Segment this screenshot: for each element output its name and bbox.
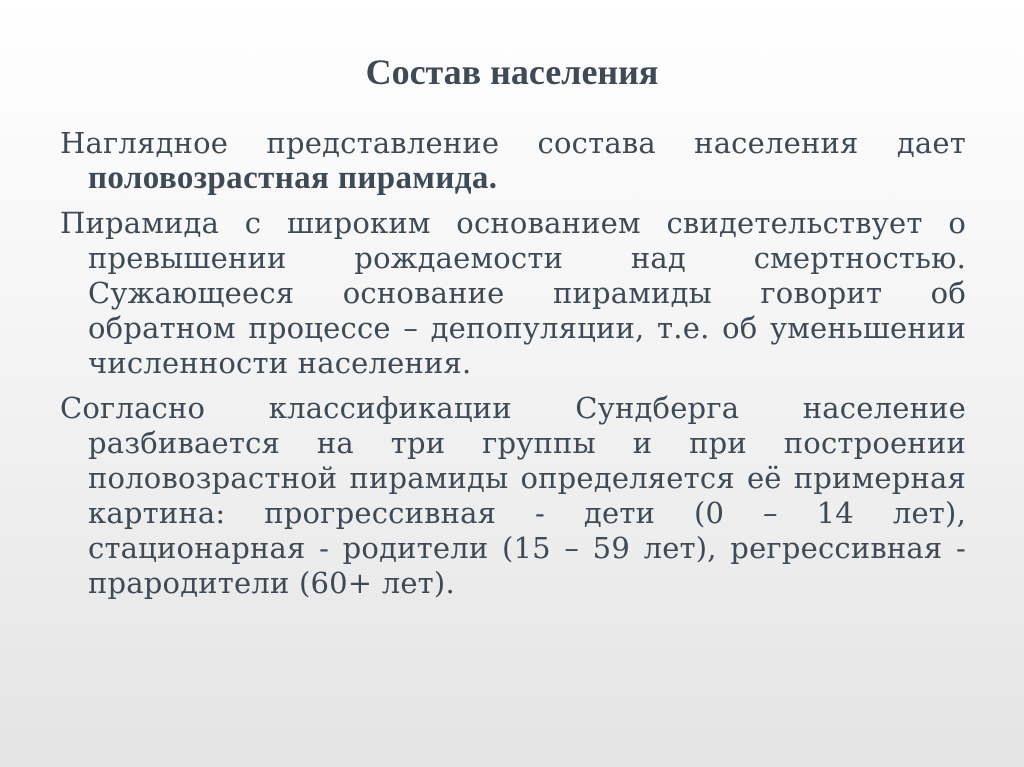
slide-title: Состав населения [365, 52, 659, 92]
paragraph-pyramid-intro-bold: половозрастная пирамида. [88, 160, 498, 196]
paragraph-pyramid-intro-text: Наглядное представление состава населения дает [60, 126, 966, 160]
slide-body [60, 126, 966, 611]
paragraph-pyramid-base: Пирамида с широким основанием свидетельствует о превышении рождаемости над смертностью. Сужающееся основание пирамиды говорит об обратном процессе – депопуляции, т.е. об уменьшении численности населения. [60, 206, 966, 380]
paragraph-sundberg-classification: Согласно классификации Сундберга население разбивается на три группы и при построении половозрастной пирамиды определяется её примерная картина: прогрессивная - дети (0 – 14 лет), стационарная - родители (15 – 59 лет), регрессивная - прародители (60+ лет). [60, 391, 966, 600]
paragraph-pyramid-intro [60, 126, 966, 196]
